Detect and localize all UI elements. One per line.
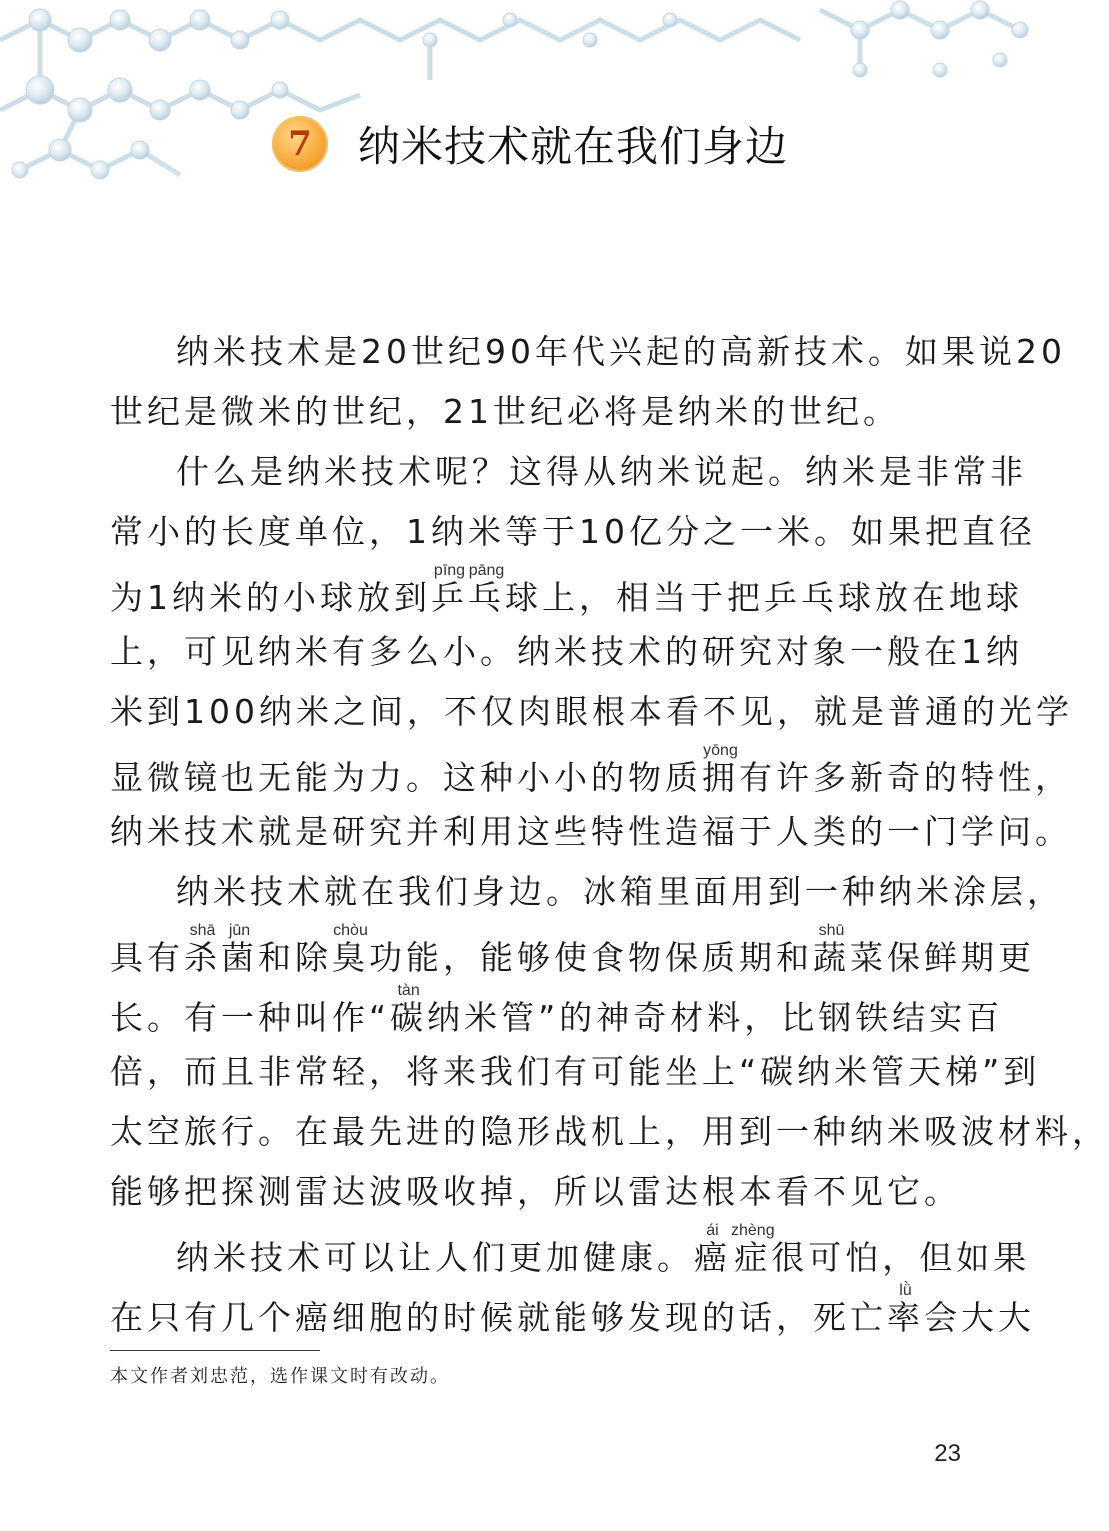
- pinyin-zheng: 症zhèng: [731, 1222, 775, 1277]
- text-line: 上，可见纳米有多么小。纳米技术的研究对象一般在1纳: [110, 632, 1023, 671]
- text-line: [110, 922, 1035, 982]
- text-segment: 和除: [258, 938, 332, 977]
- text-segment: 显微镜也无能为力。这种小小的物质: [110, 758, 702, 797]
- text-segment: 纳米管”的神奇材料，比钢铁结实百: [427, 998, 1004, 1037]
- text-line: [110, 982, 1004, 1042]
- text-segment: 功能，能够使食物保质期和: [369, 938, 813, 977]
- text-segment: 长。有一种叫作“: [110, 998, 391, 1037]
- lesson-heading: [272, 112, 788, 176]
- paragraph-3: [110, 862, 1109, 1222]
- text-segment: 会大大: [924, 1298, 1035, 1337]
- text-segment: 具有: [110, 938, 184, 977]
- text-line: 米到100纳米之间，不仅肉眼根本看不见，就是普通的光学: [110, 692, 1073, 731]
- text-line: [110, 742, 1072, 802]
- paragraph-4: [110, 1222, 1035, 1342]
- text-line: [110, 1282, 1035, 1342]
- text-segment: 在只有几个癌细胞的时候就能够发现的话，死亡: [110, 1298, 887, 1337]
- text-segment: 为1纳米的小球放到: [110, 578, 431, 617]
- text-line: 纳米技术是20世纪90年代兴起的高新技术。如果说20: [176, 332, 1066, 371]
- text-line: [110, 1222, 1031, 1282]
- lesson-number-badge: 7: [272, 116, 328, 172]
- pinyin-sha: 杀shā: [184, 922, 221, 977]
- paragraph-2: [110, 442, 1073, 862]
- text-segment: 很可怕，但如果: [771, 1238, 1031, 1277]
- text-line: 纳米技术就在我们身边。冰箱里面用到一种纳米涂层，: [176, 872, 1064, 911]
- text-line: 倍，而且非常轻，将来我们有可能坐上“碳纳米管天梯”到: [110, 1052, 1041, 1091]
- text-segment: 球上，相当于把乒乓球放在地球: [505, 578, 1023, 617]
- text-line: [110, 562, 1023, 622]
- text-line: 什么是纳米技术呢？这得从纳米说起。纳米是非常非: [176, 452, 1027, 491]
- page-number: 23: [934, 1440, 961, 1467]
- text-segment: 菜保鲜期更: [850, 938, 1035, 977]
- pinyin-chou: 臭chòu: [332, 922, 369, 977]
- text-segment: 纳米技术可以让人们更加健康。: [176, 1238, 694, 1277]
- footnote: 本文作者刘忠范，选作课文时有改动。: [110, 1366, 450, 1387]
- text-line: 太空旅行。在最先进的隐形战机上，用到一种纳米吸波材料，: [110, 1112, 1109, 1151]
- pinyin-yong: 拥yōng: [702, 742, 739, 797]
- pinyin-shu: 蔬shū: [813, 922, 850, 977]
- pinyin-lv: 率lǜ: [887, 1282, 924, 1337]
- text-line: 世纪是微米的世纪，21世纪必将是纳米的世纪。: [110, 392, 900, 431]
- text-line: 常小的长度单位，1纳米等于10亿分之一米。如果把直径: [110, 512, 1036, 551]
- lesson-body: [110, 322, 1109, 1342]
- pinyin-tan: 碳tàn: [390, 982, 428, 1037]
- pinyin-pang: 乓pāng: [468, 562, 505, 617]
- lesson-title: 纳米技术就在我们身边: [358, 122, 789, 171]
- pinyin-ai: 癌ái: [694, 1222, 731, 1277]
- text-segment: 有许多新奇的特性，: [739, 758, 1072, 797]
- footnote-divider: [110, 1350, 320, 1351]
- paragraph-1: [110, 322, 1066, 442]
- pinyin-jun: 菌jūn: [221, 922, 258, 977]
- text-line: 纳米技术就是研究并利用这些特性造福于人类的一门学问。: [110, 812, 1072, 851]
- pinyin-ping: 乒pīng: [431, 562, 468, 617]
- text-line: 能够把探测雷达波吸收掉，所以雷达根本看不见它。: [110, 1172, 961, 1211]
